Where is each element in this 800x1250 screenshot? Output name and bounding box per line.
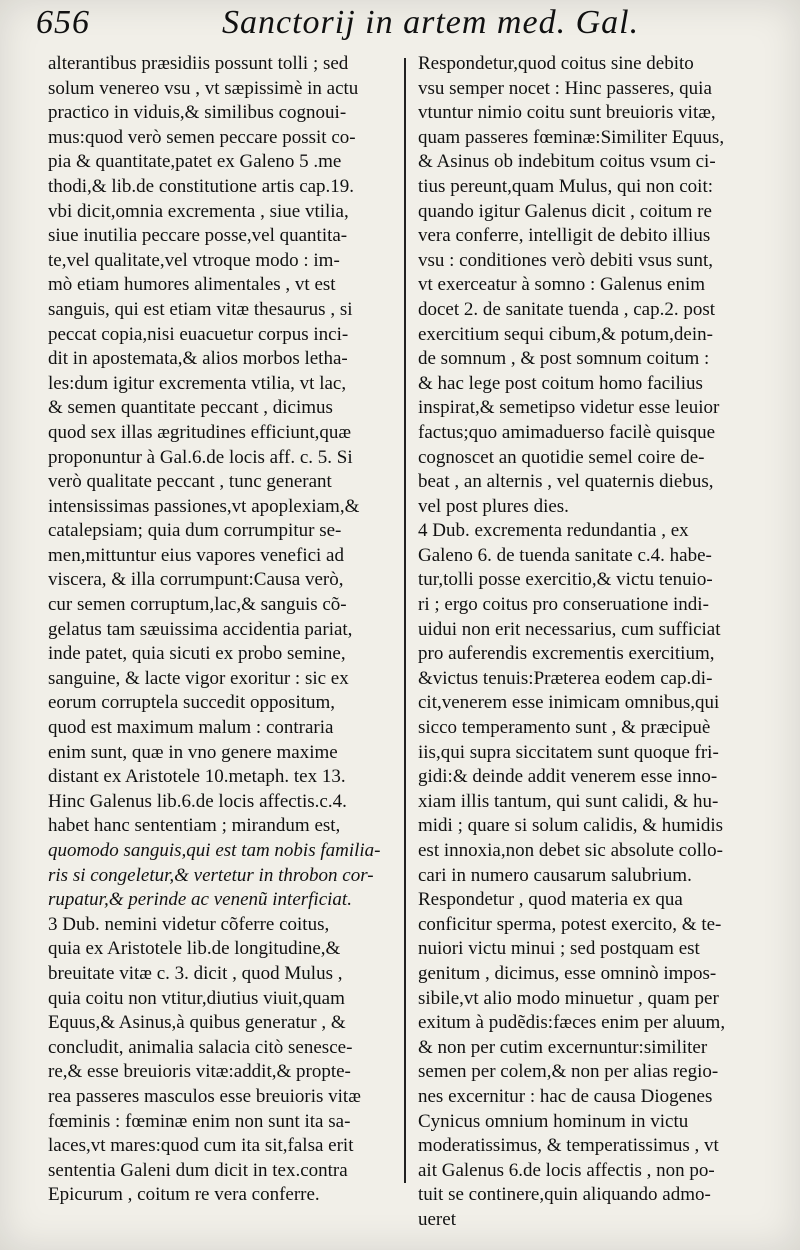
text-line: quomodo sanguis,qui est tam nobis familia- bbox=[48, 840, 381, 861]
text-line: tius pereunt,quam Mulus, qui non coit: bbox=[418, 175, 714, 197]
text-line: & semen quantitate peccant , dicimus bbox=[48, 397, 333, 419]
text-line: uidui non erit necessarius, cum sufficiat bbox=[418, 618, 721, 640]
text-line: mò etiam humores alimentales , vt est bbox=[48, 274, 336, 296]
text-line: de somnum , & post somnum coitum : bbox=[418, 348, 710, 370]
text-line: semen per colem,& non per alias regio- bbox=[418, 1061, 719, 1083]
text-line: concludit, animalia salacia citò senesce- bbox=[48, 1036, 353, 1058]
text-line: tuit se continere,quin aliquando admo- bbox=[418, 1184, 711, 1206]
text-line: vsu semper nocet : Hinc passeres, quia bbox=[418, 77, 712, 99]
text-line: quod est maximum malum : contraria bbox=[48, 717, 334, 739]
text-line: breuitate vitæ c. 3. dicit , quod Mulus , bbox=[48, 962, 343, 984]
text-line: Respondetur,quod coitus sine debito bbox=[418, 53, 694, 74]
running-head: Sanctorij in artem med. Gal. bbox=[222, 4, 640, 41]
text-line: quam passeres fœminæ:Similiter Equus, bbox=[418, 126, 725, 148]
text-line: ueret bbox=[418, 1208, 456, 1230]
text-line: mus:quod verò semen peccare possit co- bbox=[48, 126, 356, 148]
text-line: viscera, & illa corrumpunt:Causa verò, bbox=[48, 569, 344, 591]
text-line: inde patet, quia sicuti ex probo semine, bbox=[48, 643, 346, 665]
text-line: siue inutilia peccare posse,vel quantita- bbox=[48, 225, 348, 247]
left-text-column bbox=[48, 52, 398, 1208]
text-line: alterantibus præsidiis possunt tolli ; sed bbox=[48, 53, 349, 74]
text-line: 4 Dub. excrementa redundantia , ex bbox=[418, 520, 689, 542]
text-line: fœminis : fœminæ enim non sunt ita sa- bbox=[48, 1110, 351, 1132]
text-line: intensissimas passiones,vt apoplexiam,& bbox=[48, 495, 360, 517]
text-line: cur semen corruptum,lac,& sanguis cõ- bbox=[48, 594, 347, 616]
text-line: distant ex Aristotele 10.metaph. tex 13. bbox=[48, 766, 346, 788]
right-text-column bbox=[418, 52, 778, 1233]
text-line: rea passeres masculos esse breuioris vitæ bbox=[48, 1085, 361, 1107]
text-line: Galeno 6. de tuenda sanitate c.4. habe- bbox=[418, 544, 712, 566]
text-line: quod sex illas ægritudines efficiunt,quæ bbox=[48, 421, 352, 443]
text-line: rupatur,& perinde ac venenũ interficiat. bbox=[48, 889, 352, 911]
text-line: dit in apostemata,& alios morbos letha- bbox=[48, 348, 348, 370]
text-line: & Asinus ob indebitum coitus vsum ci- bbox=[418, 151, 716, 173]
text-line: conficitur sperma, potest exercito, & te- bbox=[418, 913, 722, 935]
text-line: quando igitur Galenus dicit , coitum re bbox=[418, 200, 712, 222]
page-header bbox=[36, 4, 770, 48]
text-line: vtuntur nimio coitu sunt breuioris vitæ, bbox=[418, 102, 716, 124]
text-line: te,vel qualitate,vel vtroque modo : im- bbox=[48, 249, 340, 271]
text-line: ri ; ergo coitus pro conseruatione indi- bbox=[418, 594, 709, 616]
text-line: cognoscet an quotidie semel coire de- bbox=[418, 446, 705, 468]
text-line: tur,tolli posse exercitio,& victu tenuio- bbox=[418, 569, 713, 591]
text-line: enim sunt, quæ in vno genere maxime bbox=[48, 741, 338, 763]
text-line: quia coitu non vtitur,diutius viuit,quam bbox=[48, 987, 345, 1009]
text-line: habet hanc sententiam ; mirandum est, bbox=[48, 815, 341, 837]
text-line: vera conferre, intelligit de debito illius bbox=[418, 225, 711, 247]
text-line: midi ; quare si solum calidis, & humidis bbox=[418, 815, 724, 837]
text-line: sententia Galeni dum dicit in tex.contra bbox=[48, 1159, 348, 1181]
text-line: iis,qui supra siccitatem sunt quoque fri- bbox=[418, 741, 719, 763]
text-line: & non per cutim excernuntur:similiter bbox=[418, 1036, 708, 1058]
text-line: peccat copia,nisi euacuetur corpus inci- bbox=[48, 323, 349, 345]
text-line: laces,vt mares:quod cum ita sit,falsa erit bbox=[48, 1135, 354, 1157]
text-line: factus;quo amimaduerso facilè quisque bbox=[418, 421, 716, 443]
text-line: cit,venerem esse inimicam omnibus,qui bbox=[418, 692, 720, 714]
text-line: vt exerceatur à somno : Galenus enim bbox=[418, 274, 706, 296]
text-line: docet 2. de sanitate tuenda , cap.2. post bbox=[418, 298, 716, 320]
text-line: men,mittuntur eius vapores venefici ad bbox=[48, 544, 344, 566]
text-line: est innoxia,non debet sic absolute collo- bbox=[418, 840, 723, 861]
text-line: vsu : conditiones verò debiti vsus sunt, bbox=[418, 249, 714, 271]
text-line: 3 Dub. nemini videtur cõferre coitus, bbox=[48, 913, 330, 935]
text-line: Hinc Galenus lib.6.de locis affectis.c.4. bbox=[48, 790, 347, 812]
page-number: 656 bbox=[36, 4, 90, 41]
text-line: sicco temperamento sunt , & præcipuè bbox=[418, 717, 711, 739]
text-line: nuiori victu minui ; sed postquam est bbox=[418, 938, 700, 960]
text-line: sanguis, qui est etiam vitæ thesaurus , si bbox=[48, 298, 353, 320]
text-line: les:dum igitur excrementa vtilia, vt lac, bbox=[48, 372, 347, 394]
text-line: eorum corruptela succedit oppositum, bbox=[48, 692, 336, 714]
text-line: Epicurum , coitum re vera conferre. bbox=[48, 1184, 320, 1206]
text-line: Equus,& Asinus,à quibus generatur , & bbox=[48, 1012, 346, 1034]
text-line: beat , an alternis , vel quaternis diebus, bbox=[418, 471, 714, 493]
text-line: nes excernitur : hac de causa Diogenes bbox=[418, 1085, 713, 1107]
text-line: verò qualitate peccant , tunc generant bbox=[48, 471, 332, 493]
text-line: re,& esse breuioris vitæ:addit,& propte- bbox=[48, 1061, 351, 1083]
text-line: Respondetur , quod materia ex qua bbox=[418, 889, 683, 911]
text-line: sanguine, & lacte vigor exoritur : sic ex bbox=[48, 667, 349, 689]
text-line: gidi:& deinde addit venerem esse inno- bbox=[418, 766, 718, 788]
text-line: ait Galenus 6.de locis affectis , non po- bbox=[418, 1159, 715, 1181]
text-line: proponuntur à Gal.6.de locis aff. c. 5. Si bbox=[48, 446, 353, 468]
text-line: genitum , dicimus, esse omninò impos- bbox=[418, 962, 717, 984]
text-line: moderatissimus, & temperatissimus , vt bbox=[418, 1135, 719, 1157]
text-line: solum venereo vsu , vt sæpissimè in actu bbox=[48, 77, 359, 99]
text-line: &victus tenuis:Præterea eodem cap.di- bbox=[418, 667, 713, 689]
text-line: pro auferendis excrementis exercitium, bbox=[418, 643, 715, 665]
text-line: quia ex Aristotele lib.de longitudine,& bbox=[48, 938, 341, 960]
text-line: vel post plures dies. bbox=[418, 495, 569, 517]
text-line: cari in numero causarum salubrium. bbox=[418, 864, 692, 886]
text-line: thodi,& lib.de constitutione artis cap.19. bbox=[48, 175, 355, 197]
text-line: & hac lege post coitum homo facilius bbox=[418, 372, 703, 394]
text-line: Cynicus omnium hominum in victu bbox=[418, 1110, 689, 1132]
text-line: inspirat,& semetipso videtur esse leuior bbox=[418, 397, 720, 419]
text-line: xiam illis tantum, qui sunt calidi, & hu- bbox=[418, 790, 719, 812]
text-line: gelatus tam sæuissima accidentia pariat, bbox=[48, 618, 353, 640]
column-divider bbox=[404, 58, 406, 1183]
text-line: catalepsiam; quia dum corrumpitur se- bbox=[48, 520, 342, 542]
text-line: exercitium sequi cibum,& potum,dein- bbox=[418, 323, 713, 345]
text-line: practico in viduis,& similibus cognoui- bbox=[48, 102, 347, 124]
text-line: exitum à pudẽdis:fæces enim per aluum, bbox=[418, 1012, 726, 1034]
text-line: vbi dicit,omnia excrementa , siue vtilia, bbox=[48, 200, 349, 222]
text-line: ris si congeletur,& vertetur in throbon cor- bbox=[48, 864, 374, 886]
text-line: pia & quantitate,patet ex Galeno 5 .me bbox=[48, 151, 342, 173]
text-line: sibile,vt alio modo minuetur , quam per bbox=[418, 987, 719, 1009]
